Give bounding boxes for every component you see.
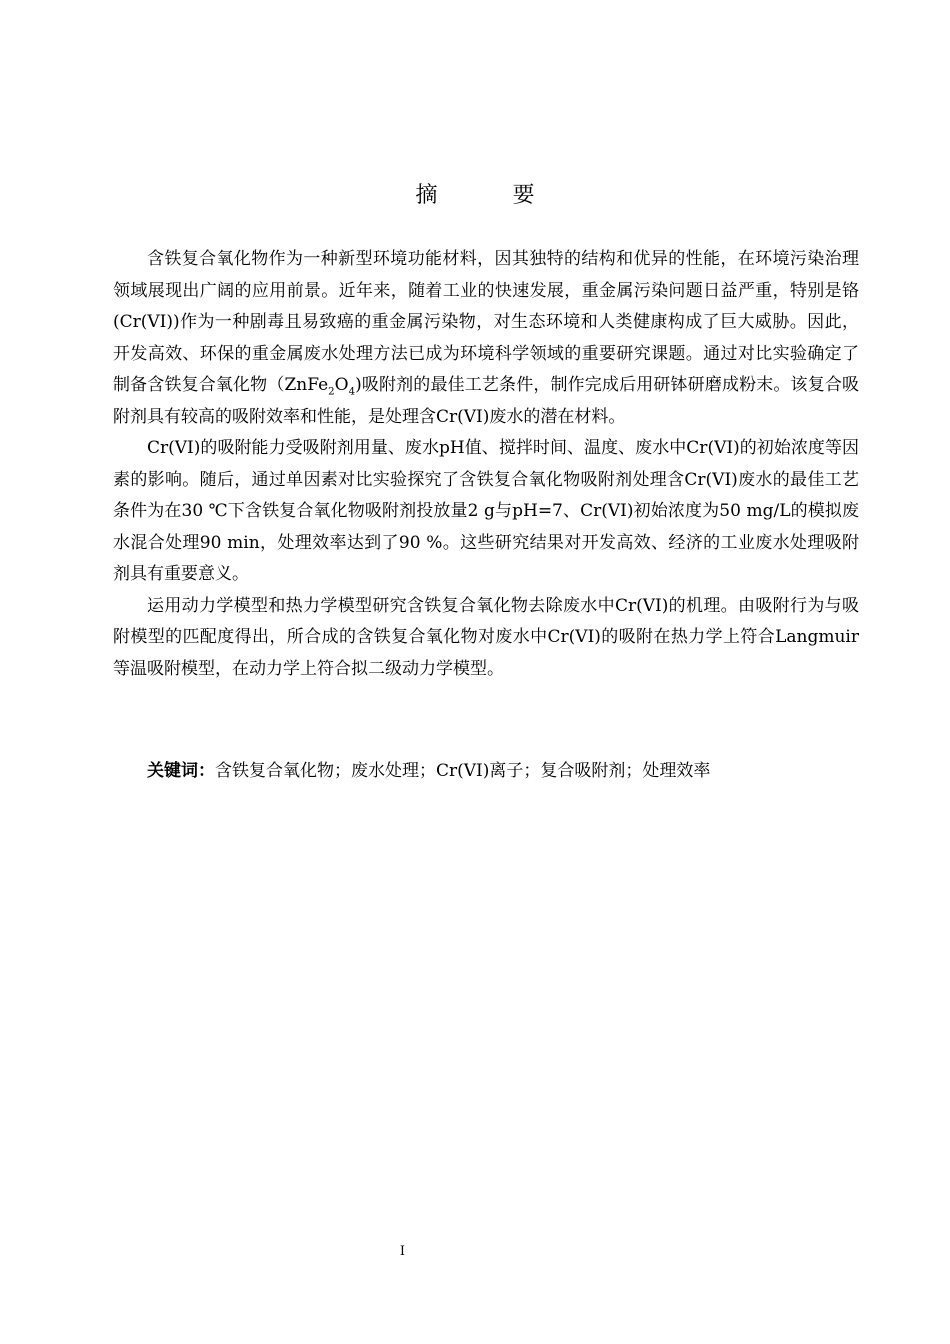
abstract-paragraph-1 bbox=[113, 244, 859, 433]
chemical-formula: $ZnFe_2O_4$ bbox=[284, 375, 356, 398]
paragraph-1-text-a: 含铁复合氧化物作为一种新型环境功能材料，因其独特的结构和优异的性能，在环境污染治理领域展现出广阔的应用前景。近年来，随着工业的快速发展，重金属污染问题日益严重，特别是铬(Cr(VI))作为一种剧毒且易致癌的重金属污染物，对生态环境和人类健康构成了巨大威胁。因此，开发高效、环保的重金属废水处理方法已成为环境科学领域的重要研究课题。通过对比实验确定了制备含铁复合氧化物（ bbox=[113, 249, 859, 395]
abstract-paragraph-2: Cr(VI)的吸附能力受吸附剂用量、废水pH值、搅拌时间、温度、废水中Cr(VI)的初始浓度等因素的影响。随后，通过单因素对比实验探究了含铁复合氧化物吸附剂处理含Cr(VI)废水的最佳工艺条件为在30 ℃下含铁复合氧化物吸附剂投放量2 g与pH=7、Cr(VI)初始浓度为50 mg/L的模拟废水混合处理90 min，处理效率达到了90 %。这些研究结果对开发高效、经济的工业废水处理吸附剂具有重要意义。 bbox=[113, 438, 859, 584]
abstract-body bbox=[113, 244, 859, 685]
keywords-label: 关键词： bbox=[147, 761, 215, 781]
page-title: 摘 要 bbox=[415, 183, 569, 208]
keywords-text: 含铁复合氧化物；废水处理；Cr(VI)离子；复合吸附剂；处理效率 bbox=[215, 761, 711, 781]
page-number: I bbox=[399, 1244, 406, 1259]
keywords-line bbox=[113, 756, 859, 787]
paragraph-1-text-b: )吸附剂的最佳工艺条件，制作完成后用研钵研磨成粉末。该复合吸附剂具有较高的吸附效率和性能，是处理含Cr(VI)废水的潜在材料。 bbox=[113, 375, 859, 427]
abstract-paragraph-3: 运用动力学模型和热力学模型研究含铁复合氧化物去除废水中Cr(VI)的机理。由吸附行为与吸附模型的匹配度得出，所合成的含铁复合氧化物对废水中Cr(VI)的吸附在热力学上符合Langmuir等温吸附模型，在动力学上符合拟二级动力学模型。 bbox=[113, 595, 859, 679]
